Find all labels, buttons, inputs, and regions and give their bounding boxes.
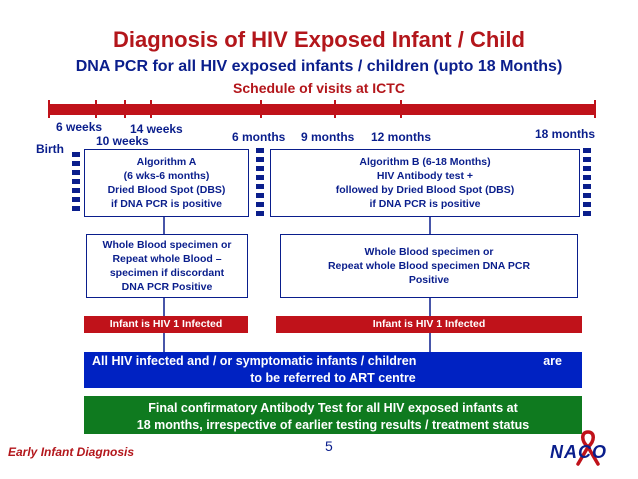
algorithm-b-line1: Algorithm B (6-18 Months) <box>359 156 491 168</box>
art-referral-banner <box>84 352 582 388</box>
timeline-label-6-weeks: 6 weeks <box>56 120 103 134</box>
confirmatory-line2: 18 months, irrespective of earlier testing results / treatment status <box>136 418 530 432</box>
slide-subtitle: DNA PCR for all HIV exposed infants / children (upto 18 Months) <box>75 58 563 75</box>
algorithm-b-line3: followed by Dried Blood Spot (DBS) <box>335 184 515 196</box>
whole-blood-a-box <box>86 234 248 298</box>
timeline-label-6-months: 6 months <box>232 130 286 144</box>
whole-blood-a-line4: DNA PCR Positive <box>121 281 213 293</box>
whole-blood-a-line1: Whole Blood specimen or <box>102 239 232 251</box>
confirmatory-test-banner <box>84 396 582 434</box>
slide-title: Diagnosis of HIV Exposed Infant / Child <box>113 27 525 52</box>
whole-blood-b-line1: Whole Blood specimen or <box>364 246 494 258</box>
footer-label: Early Infant Diagnosis <box>8 445 135 459</box>
art-referral-line2: to be referred to ART centre <box>250 371 416 385</box>
timeline-label-9-months: 9 months <box>301 130 355 144</box>
timeline-label-10-weeks: 10 weeks <box>96 134 149 148</box>
infected-a-banner: Infant is HIV 1 Infected <box>84 316 248 333</box>
art-referral-line1-end: are <box>543 354 562 368</box>
confirmatory-line1: Final confirmatory Antibody Test for all HIV exposed infants at <box>148 401 518 415</box>
whole-blood-b-box <box>280 234 578 298</box>
timeline-label-14-weeks: 14 weeks <box>130 122 183 136</box>
schedule-heading: Schedule of visits at ICTC <box>233 80 405 96</box>
whole-blood-a-line3: specimen if discordant <box>109 267 225 279</box>
algorithm-b-line2: HIV Antibody test + <box>376 170 474 182</box>
timeline-label-18-months: 18 months <box>535 127 596 141</box>
page-number: 5 <box>325 438 333 454</box>
whole-blood-b-line2: Repeat whole Blood specimen DNA PCR <box>327 260 531 272</box>
timeline-label-12-months: 12 months <box>371 130 432 144</box>
algorithm-a-line2: (6 wks-6 months) <box>123 170 210 182</box>
naco-logo <box>548 428 628 468</box>
algorithm-b-line4: if DNA PCR is positive <box>369 198 481 210</box>
art-referral-line1: All HIV infected and / or symptomatic infants / children <box>92 354 417 368</box>
whole-blood-b-line3: Positive <box>408 274 450 286</box>
algorithm-a-line4: if DNA PCR is positive <box>110 198 223 210</box>
algorithm-a-line3: Dried Blood Spot (DBS) <box>107 184 226 196</box>
whole-blood-a-line2: Repeat whole Blood – <box>112 253 222 265</box>
timeline-label-birth: Birth <box>36 142 64 156</box>
naco-logo-text: NACO <box>550 442 607 462</box>
infected-b-banner: Infant is HIV 1 Infected <box>276 316 582 333</box>
algorithm-a-line1: Algorithm A <box>136 156 197 168</box>
